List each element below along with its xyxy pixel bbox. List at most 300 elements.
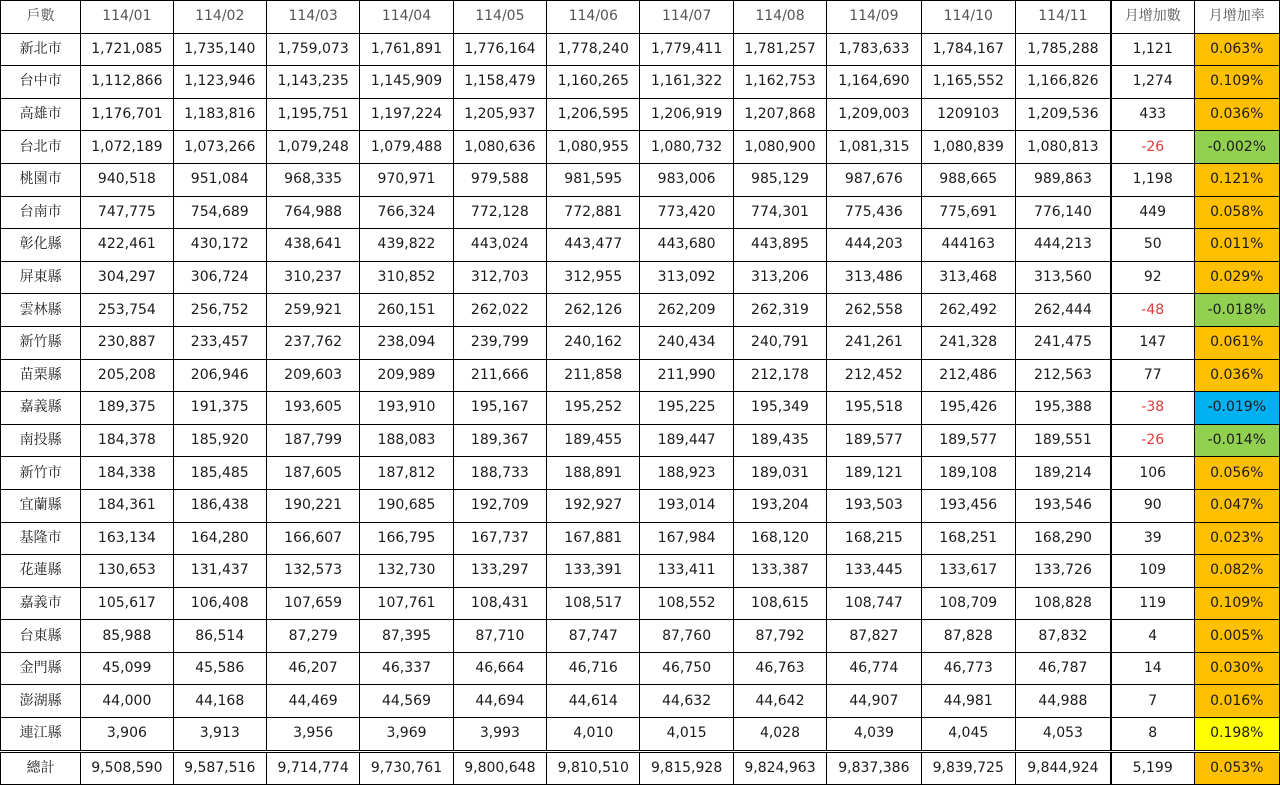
month-value-cell[interactable]: 1,112,866 [81,66,173,99]
month-value-cell[interactable]: 444,203 [827,229,921,262]
monthly-increase-cell[interactable]: -48 [1111,294,1194,327]
month-value-cell[interactable]: 256,752 [173,294,266,327]
month-value-cell[interactable]: 443,477 [547,229,640,262]
month-value-cell[interactable]: 9,508,590 [81,751,173,785]
month-value-cell[interactable]: 4,053 [1015,718,1110,752]
month-value-cell[interactable]: 44,694 [453,685,546,718]
monthly-rate-cell[interactable]: 0.030% [1194,652,1279,685]
monthly-increase-cell[interactable]: 5,199 [1111,751,1194,785]
month-value-cell[interactable]: 46,774 [827,652,921,685]
month-value-cell[interactable]: 443,895 [733,229,826,262]
month-value-cell[interactable]: 44,168 [173,685,266,718]
month-value-cell[interactable]: 195,349 [733,392,826,425]
region-name-cell[interactable]: 花蓮縣 [1,555,81,588]
month-value-cell[interactable]: 185,485 [173,457,266,490]
monthly-rate-cell[interactable]: 0.063% [1194,33,1279,66]
month-value-cell[interactable]: 1,162,753 [733,66,826,99]
month-value-cell[interactable]: 1,721,085 [81,33,173,66]
month-value-cell[interactable]: 1,072,189 [81,131,173,164]
month-value-cell[interactable]: 985,129 [733,163,826,196]
month-value-cell[interactable]: 983,006 [640,163,733,196]
month-value-cell[interactable]: 312,703 [453,261,546,294]
month-value-cell[interactable]: 1,206,919 [640,98,733,131]
month-value-cell[interactable]: 189,031 [733,457,826,490]
monthly-increase-cell[interactable]: 147 [1111,326,1194,359]
month-value-cell[interactable]: 443,024 [453,229,546,262]
month-value-cell[interactable]: 195,167 [453,392,546,425]
monthly-increase-cell[interactable]: 119 [1111,587,1194,620]
month-value-cell[interactable]: 191,375 [173,392,266,425]
month-value-cell[interactable]: 766,324 [360,196,453,229]
month-value-cell[interactable]: 188,083 [360,424,453,457]
region-name-cell[interactable]: 台東縣 [1,620,81,653]
month-value-cell[interactable]: 262,444 [1015,294,1110,327]
month-value-cell[interactable]: 195,426 [921,392,1015,425]
month-value-cell[interactable]: 313,092 [640,261,733,294]
month-value-cell[interactable]: 189,121 [827,457,921,490]
month-value-cell[interactable]: 438,641 [266,229,359,262]
month-value-cell[interactable]: 87,828 [921,620,1015,653]
monthly-increase-cell[interactable]: 90 [1111,489,1194,522]
month-value-cell[interactable]: 44,469 [266,685,359,718]
month-value-cell[interactable]: 968,335 [266,163,359,196]
monthly-increase-cell[interactable]: -26 [1111,131,1194,164]
monthly-increase-cell[interactable]: 106 [1111,457,1194,490]
month-value-cell[interactable]: 44,988 [1015,685,1110,718]
month-value-cell[interactable]: 212,563 [1015,359,1110,392]
month-value-cell[interactable]: 184,338 [81,457,173,490]
month-value-cell[interactable]: 1,783,633 [827,33,921,66]
month-value-cell[interactable]: 1,781,257 [733,33,826,66]
monthly-increase-cell[interactable]: 92 [1111,261,1194,294]
month-value-cell[interactable]: 212,486 [921,359,1015,392]
month-value-cell[interactable]: 262,319 [733,294,826,327]
month-value-cell[interactable]: 87,792 [733,620,826,653]
month-value-cell[interactable]: 313,560 [1015,261,1110,294]
monthly-rate-cell[interactable]: 0.109% [1194,587,1279,620]
month-value-cell[interactable]: 940,518 [81,163,173,196]
month-value-cell[interactable]: 1,779,411 [640,33,733,66]
month-value-cell[interactable]: 1,785,288 [1015,33,1110,66]
month-value-cell[interactable]: 44,614 [547,685,640,718]
month-value-cell[interactable]: 1,209,536 [1015,98,1110,131]
month-value-cell[interactable]: 444,213 [1015,229,1110,262]
month-value-cell[interactable]: 212,178 [733,359,826,392]
month-value-cell[interactable]: 747,775 [81,196,173,229]
month-value-cell[interactable]: 45,099 [81,652,173,685]
month-value-cell[interactable]: 195,518 [827,392,921,425]
month-value-cell[interactable]: 189,447 [640,424,733,457]
month-value-cell[interactable]: 133,391 [547,555,640,588]
month-value-cell[interactable]: 46,664 [453,652,546,685]
month-value-cell[interactable]: 262,126 [547,294,640,327]
month-value-cell[interactable]: 133,387 [733,555,826,588]
month-value-cell[interactable]: 775,436 [827,196,921,229]
monthly-rate-cell[interactable]: 0.082% [1194,555,1279,588]
monthly-increase-cell[interactable]: 433 [1111,98,1194,131]
month-value-cell[interactable]: 4,028 [733,718,826,752]
month-value-cell[interactable]: 776,140 [1015,196,1110,229]
month-value-cell[interactable]: 1,778,240 [547,33,640,66]
month-value-cell[interactable]: 167,881 [547,522,640,555]
month-value-cell[interactable]: 3,993 [453,718,546,752]
month-value-cell[interactable]: 773,420 [640,196,733,229]
monthly-rate-cell[interactable]: -0.019% [1194,392,1279,425]
month-value-cell[interactable]: 3,956 [266,718,359,752]
month-value-cell[interactable]: 987,676 [827,163,921,196]
month-value-cell[interactable]: 189,435 [733,424,826,457]
month-value-cell[interactable]: 164,280 [173,522,266,555]
header-cell[interactable]: 114/11 [1015,1,1110,34]
monthly-increase-cell[interactable]: 50 [1111,229,1194,262]
month-value-cell[interactable]: 4,039 [827,718,921,752]
region-name-cell[interactable]: 宜蘭縣 [1,489,81,522]
month-value-cell[interactable]: 1,080,955 [547,131,640,164]
month-value-cell[interactable]: 422,461 [81,229,173,262]
header-cell[interactable]: 月增加數 [1111,1,1194,34]
month-value-cell[interactable]: 188,923 [640,457,733,490]
month-value-cell[interactable]: 187,812 [360,457,453,490]
monthly-rate-cell[interactable]: 0.109% [1194,66,1279,99]
region-name-cell[interactable]: 嘉義市 [1,587,81,620]
month-value-cell[interactable]: 44,907 [827,685,921,718]
header-cell[interactable]: 114/06 [547,1,640,34]
month-value-cell[interactable]: 189,367 [453,424,546,457]
region-name-cell[interactable]: 高雄市 [1,98,81,131]
month-value-cell[interactable]: 212,452 [827,359,921,392]
monthly-rate-cell[interactable]: 0.061% [1194,326,1279,359]
month-value-cell[interactable]: 206,946 [173,359,266,392]
month-value-cell[interactable]: 188,733 [453,457,546,490]
month-value-cell[interactable]: 1,145,909 [360,66,453,99]
month-value-cell[interactable]: 106,408 [173,587,266,620]
month-value-cell[interactable]: 87,279 [266,620,359,653]
month-value-cell[interactable]: 1,206,595 [547,98,640,131]
month-value-cell[interactable]: 44,569 [360,685,453,718]
month-value-cell[interactable]: 989,863 [1015,163,1110,196]
month-value-cell[interactable]: 193,204 [733,489,826,522]
region-name-cell[interactable]: 台北市 [1,131,81,164]
month-value-cell[interactable]: 189,455 [547,424,640,457]
month-value-cell[interactable]: 3,913 [173,718,266,752]
monthly-increase-cell[interactable]: -38 [1111,392,1194,425]
month-value-cell[interactable]: 233,457 [173,326,266,359]
month-value-cell[interactable]: 310,237 [266,261,359,294]
monthly-rate-cell[interactable]: 0.023% [1194,522,1279,555]
month-value-cell[interactable]: 188,891 [547,457,640,490]
header-cell[interactable]: 114/08 [733,1,826,34]
month-value-cell[interactable]: 193,910 [360,392,453,425]
region-name-cell[interactable]: 南投縣 [1,424,81,457]
month-value-cell[interactable]: 87,832 [1015,620,1110,653]
month-value-cell[interactable]: 1,158,479 [453,66,546,99]
month-value-cell[interactable]: 192,709 [453,489,546,522]
region-name-cell[interactable]: 基隆市 [1,522,81,555]
monthly-rate-cell[interactable]: 0.121% [1194,163,1279,196]
month-value-cell[interactable]: 1,123,946 [173,66,266,99]
month-value-cell[interactable]: 193,456 [921,489,1015,522]
monthly-rate-cell[interactable]: 0.198% [1194,718,1279,752]
month-value-cell[interactable]: 979,588 [453,163,546,196]
monthly-rate-cell[interactable]: 0.058% [1194,196,1279,229]
month-value-cell[interactable]: 240,434 [640,326,733,359]
month-value-cell[interactable]: 167,984 [640,522,733,555]
header-cell[interactable]: 114/04 [360,1,453,34]
month-value-cell[interactable]: 9,810,510 [547,751,640,785]
monthly-increase-cell[interactable]: 1,198 [1111,163,1194,196]
month-value-cell[interactable]: 211,666 [453,359,546,392]
header-cell[interactable]: 114/10 [921,1,1015,34]
month-value-cell[interactable]: 192,927 [547,489,640,522]
monthly-increase-cell[interactable]: -26 [1111,424,1194,457]
month-value-cell[interactable]: 87,827 [827,620,921,653]
month-value-cell[interactable]: 189,375 [81,392,173,425]
month-value-cell[interactable]: 951,084 [173,163,266,196]
month-value-cell[interactable]: 168,290 [1015,522,1110,555]
month-value-cell[interactable]: 46,763 [733,652,826,685]
month-value-cell[interactable]: 772,881 [547,196,640,229]
monthly-rate-cell[interactable]: 0.011% [1194,229,1279,262]
month-value-cell[interactable]: 262,209 [640,294,733,327]
month-value-cell[interactable]: 87,710 [453,620,546,653]
month-value-cell[interactable]: 46,207 [266,652,359,685]
month-value-cell[interactable]: 166,795 [360,522,453,555]
month-value-cell[interactable]: 131,437 [173,555,266,588]
region-name-cell[interactable]: 台中市 [1,66,81,99]
month-value-cell[interactable]: 87,747 [547,620,640,653]
month-value-cell[interactable]: 9,587,516 [173,751,266,785]
header-cell[interactable]: 114/07 [640,1,733,34]
month-value-cell[interactable]: 1,081,315 [827,131,921,164]
month-value-cell[interactable]: 4,010 [547,718,640,752]
header-cell[interactable]: 月增加率 [1194,1,1279,34]
monthly-increase-cell[interactable]: 109 [1111,555,1194,588]
month-value-cell[interactable]: 1,207,868 [733,98,826,131]
month-value-cell[interactable]: 313,206 [733,261,826,294]
month-value-cell[interactable]: 108,747 [827,587,921,620]
month-value-cell[interactable]: 166,607 [266,522,359,555]
month-value-cell[interactable]: 304,297 [81,261,173,294]
month-value-cell[interactable]: 1,079,248 [266,131,359,164]
region-name-cell[interactable]: 彰化縣 [1,229,81,262]
month-value-cell[interactable]: 970,971 [360,163,453,196]
month-value-cell[interactable]: 9,824,963 [733,751,826,785]
month-value-cell[interactable]: 230,887 [81,326,173,359]
month-value-cell[interactable]: 239,799 [453,326,546,359]
month-value-cell[interactable]: 133,297 [453,555,546,588]
header-cell[interactable]: 114/09 [827,1,921,34]
month-value-cell[interactable]: 195,225 [640,392,733,425]
month-value-cell[interactable]: 87,395 [360,620,453,653]
month-value-cell[interactable]: 430,172 [173,229,266,262]
region-name-cell[interactable]: 屏東縣 [1,261,81,294]
month-value-cell[interactable]: 130,653 [81,555,173,588]
month-value-cell[interactable]: 9,839,725 [921,751,1015,785]
month-value-cell[interactable]: 108,828 [1015,587,1110,620]
month-value-cell[interactable]: 184,361 [81,489,173,522]
monthly-rate-cell[interactable]: -0.018% [1194,294,1279,327]
month-value-cell[interactable]: 108,615 [733,587,826,620]
month-value-cell[interactable]: 46,773 [921,652,1015,685]
month-value-cell[interactable]: 209,989 [360,359,453,392]
month-value-cell[interactable]: 168,251 [921,522,1015,555]
month-value-cell[interactable]: 189,108 [921,457,1015,490]
month-value-cell[interactable]: 46,716 [547,652,640,685]
month-value-cell[interactable]: 1,080,636 [453,131,546,164]
month-value-cell[interactable]: 211,990 [640,359,733,392]
monthly-increase-cell[interactable]: 7 [1111,685,1194,718]
month-value-cell[interactable]: 259,921 [266,294,359,327]
month-value-cell[interactable]: 189,577 [921,424,1015,457]
month-value-cell[interactable]: 1,080,900 [733,131,826,164]
month-value-cell[interactable]: 1,080,839 [921,131,1015,164]
month-value-cell[interactable]: 163,134 [81,522,173,555]
month-value-cell[interactable]: 193,014 [640,489,733,522]
month-value-cell[interactable]: 1,759,073 [266,33,359,66]
month-value-cell[interactable]: 1,761,891 [360,33,453,66]
month-value-cell[interactable]: 168,120 [733,522,826,555]
month-value-cell[interactable]: 262,022 [453,294,546,327]
month-value-cell[interactable]: 1,195,751 [266,98,359,131]
monthly-rate-cell[interactable]: 0.016% [1194,685,1279,718]
month-value-cell[interactable]: 44,981 [921,685,1015,718]
month-value-cell[interactable]: 9,844,924 [1015,751,1110,785]
month-value-cell[interactable]: 240,791 [733,326,826,359]
monthly-increase-cell[interactable]: 8 [1111,718,1194,752]
month-value-cell[interactable]: 133,411 [640,555,733,588]
month-value-cell[interactable]: 774,301 [733,196,826,229]
month-value-cell[interactable]: 189,577 [827,424,921,457]
month-value-cell[interactable]: 1,166,826 [1015,66,1110,99]
header-cell[interactable]: 114/03 [266,1,359,34]
month-value-cell[interactable]: 44,000 [81,685,173,718]
month-value-cell[interactable]: 1,197,224 [360,98,453,131]
month-value-cell[interactable]: 209,603 [266,359,359,392]
monthly-increase-cell[interactable]: 14 [1111,652,1194,685]
month-value-cell[interactable]: 1,073,266 [173,131,266,164]
month-value-cell[interactable]: 190,221 [266,489,359,522]
month-value-cell[interactable]: 241,475 [1015,326,1110,359]
month-value-cell[interactable]: 105,617 [81,587,173,620]
month-value-cell[interactable]: 4,045 [921,718,1015,752]
month-value-cell[interactable]: 189,551 [1015,424,1110,457]
month-value-cell[interactable]: 3,906 [81,718,173,752]
monthly-rate-cell[interactable]: 0.053% [1194,751,1279,785]
monthly-increase-cell[interactable]: 1,274 [1111,66,1194,99]
month-value-cell[interactable]: 1,143,235 [266,66,359,99]
region-name-cell[interactable]: 苗栗縣 [1,359,81,392]
month-value-cell[interactable]: 313,468 [921,261,1015,294]
region-name-cell[interactable]: 嘉義縣 [1,392,81,425]
header-cell[interactable]: 114/02 [173,1,266,34]
month-value-cell[interactable]: 46,787 [1015,652,1110,685]
month-value-cell[interactable]: 9,837,386 [827,751,921,785]
month-value-cell[interactable]: 9,815,928 [640,751,733,785]
monthly-rate-cell[interactable]: 0.047% [1194,489,1279,522]
month-value-cell[interactable]: 1,160,265 [547,66,640,99]
month-value-cell[interactable]: 1,165,552 [921,66,1015,99]
month-value-cell[interactable]: 184,378 [81,424,173,457]
month-value-cell[interactable]: 444163 [921,229,1015,262]
month-value-cell[interactable]: 167,737 [453,522,546,555]
month-value-cell[interactable]: 775,691 [921,196,1015,229]
month-value-cell[interactable]: 312,955 [547,261,640,294]
month-value-cell[interactable]: 193,605 [266,392,359,425]
month-value-cell[interactable]: 238,094 [360,326,453,359]
month-value-cell[interactable]: 44,642 [733,685,826,718]
month-value-cell[interactable]: 241,328 [921,326,1015,359]
month-value-cell[interactable]: 988,665 [921,163,1015,196]
month-value-cell[interactable]: 195,252 [547,392,640,425]
month-value-cell[interactable]: 107,761 [360,587,453,620]
month-value-cell[interactable]: 772,128 [453,196,546,229]
month-value-cell[interactable]: 237,762 [266,326,359,359]
month-value-cell[interactable]: 313,486 [827,261,921,294]
month-value-cell[interactable]: 133,445 [827,555,921,588]
region-name-cell[interactable]: 新竹縣 [1,326,81,359]
month-value-cell[interactable]: 193,503 [827,489,921,522]
month-value-cell[interactable]: 189,214 [1015,457,1110,490]
monthly-increase-cell[interactable]: 77 [1111,359,1194,392]
month-value-cell[interactable]: 9,730,761 [360,751,453,785]
region-name-cell[interactable]: 雲林縣 [1,294,81,327]
monthly-rate-cell[interactable]: -0.002% [1194,131,1279,164]
monthly-increase-cell[interactable]: 1,121 [1111,33,1194,66]
month-value-cell[interactable]: 1209103 [921,98,1015,131]
month-value-cell[interactable]: 108,517 [547,587,640,620]
month-value-cell[interactable]: 195,388 [1015,392,1110,425]
month-value-cell[interactable]: 1,205,937 [453,98,546,131]
month-value-cell[interactable]: 253,754 [81,294,173,327]
month-value-cell[interactable]: 190,685 [360,489,453,522]
month-value-cell[interactable]: 262,558 [827,294,921,327]
month-value-cell[interactable]: 211,858 [547,359,640,392]
monthly-increase-cell[interactable]: 4 [1111,620,1194,653]
month-value-cell[interactable]: 1,735,140 [173,33,266,66]
month-value-cell[interactable]: 443,680 [640,229,733,262]
month-value-cell[interactable]: 132,573 [266,555,359,588]
month-value-cell[interactable]: 439,822 [360,229,453,262]
month-value-cell[interactable]: 85,988 [81,620,173,653]
month-value-cell[interactable]: 241,261 [827,326,921,359]
month-value-cell[interactable]: 310,852 [360,261,453,294]
region-name-cell[interactable]: 新北市 [1,33,81,66]
month-value-cell[interactable]: 108,431 [453,587,546,620]
monthly-rate-cell[interactable]: 0.029% [1194,261,1279,294]
header-cell[interactable]: 114/05 [453,1,546,34]
month-value-cell[interactable]: 306,724 [173,261,266,294]
month-value-cell[interactable]: 1,161,322 [640,66,733,99]
monthly-rate-cell[interactable]: 0.056% [1194,457,1279,490]
month-value-cell[interactable]: 4,015 [640,718,733,752]
month-value-cell[interactable]: 1,079,488 [360,131,453,164]
month-value-cell[interactable]: 764,988 [266,196,359,229]
month-value-cell[interactable]: 1,776,164 [453,33,546,66]
month-value-cell[interactable]: 186,438 [173,489,266,522]
month-value-cell[interactable]: 46,337 [360,652,453,685]
month-value-cell[interactable]: 1,176,701 [81,98,173,131]
month-value-cell[interactable]: 1,164,690 [827,66,921,99]
month-value-cell[interactable]: 260,151 [360,294,453,327]
month-value-cell[interactable]: 205,208 [81,359,173,392]
month-value-cell[interactable]: 185,920 [173,424,266,457]
month-value-cell[interactable]: 1,080,732 [640,131,733,164]
region-name-cell[interactable]: 新竹市 [1,457,81,490]
month-value-cell[interactable]: 133,617 [921,555,1015,588]
header-cell[interactable]: 114/01 [81,1,173,34]
monthly-increase-cell[interactable]: 39 [1111,522,1194,555]
month-value-cell[interactable]: 262,492 [921,294,1015,327]
